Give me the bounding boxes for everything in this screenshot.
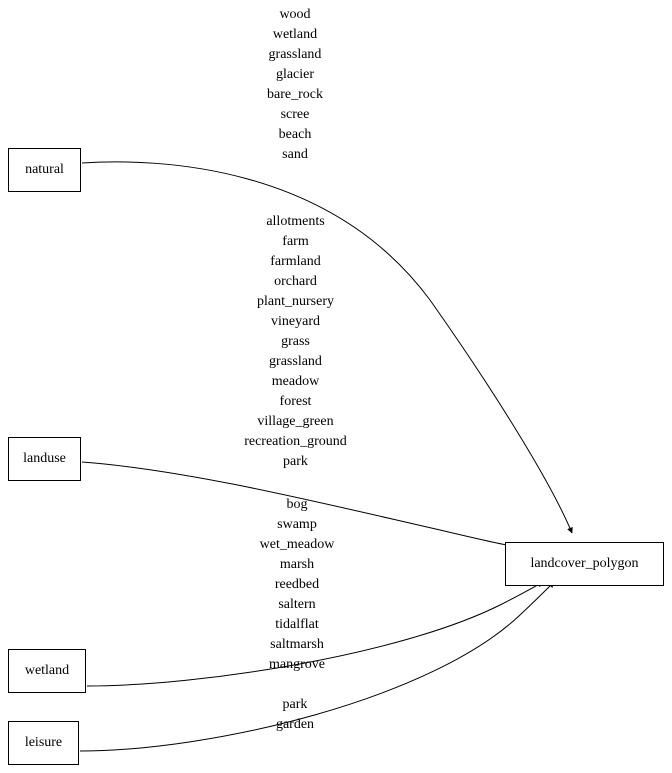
edge-label-value: recreation_ground — [244, 434, 347, 449]
edge-label-value: allotments — [266, 214, 325, 229]
edge-label-value: beach — [278, 127, 312, 142]
edge-label-group-natural-values — [230, 5, 360, 165]
edge-label-group-wetland-values — [222, 495, 372, 675]
edge-label-value: wet_meadow — [259, 537, 335, 552]
node-landcover_polygon[interactable] — [505, 542, 664, 586]
node-label: wetland — [24, 663, 70, 678]
node-wetland[interactable] — [8, 649, 86, 693]
edge-label-value: tidalflat — [275, 617, 319, 632]
edge-label-value: park — [283, 454, 308, 469]
edge-label-value: forest — [279, 394, 312, 409]
edge-label-value: wetland — [272, 27, 318, 42]
node-label: landuse — [23, 451, 66, 466]
edge-label-value: farm — [282, 234, 309, 249]
edge-label-value: bog — [286, 497, 308, 512]
edge-label-value: park — [282, 697, 308, 712]
edge-label-value: vineyard — [271, 314, 320, 329]
edge-label-value: swamp — [277, 517, 317, 532]
node-label: leisure — [24, 735, 63, 750]
edge-label-value: grass — [281, 334, 310, 349]
node-label: natural — [25, 162, 64, 177]
edge-label-value: grassland — [269, 354, 322, 369]
edge-label-value: plant_nursery — [257, 294, 334, 309]
edge-label-value: reedbed — [274, 577, 320, 592]
node-natural[interactable] — [8, 148, 81, 192]
edge-label-value: mangrove — [269, 657, 325, 672]
node-label: landcover_polygon — [530, 556, 639, 571]
node-leisure[interactable] — [8, 721, 79, 765]
edge-label-value: scree — [280, 107, 310, 122]
edge-label-value: wood — [279, 7, 311, 22]
edge-label-value: glacier — [275, 67, 315, 82]
edge-label-group-landuse-values — [213, 212, 378, 472]
edge-label-value: grassland — [268, 47, 322, 62]
edge-label-value: bare_rock — [267, 87, 323, 102]
edge-label-value: farmland — [270, 254, 321, 269]
edge-label-value: marsh — [279, 557, 315, 572]
edge-label-value: saltmarsh — [270, 637, 324, 652]
edge-label-value: village_green — [257, 414, 334, 429]
edge-label-value: saltern — [278, 597, 316, 612]
edge-label-value: meadow — [271, 374, 320, 389]
edge-label-value: orchard — [274, 274, 317, 289]
edge-label-value: garden — [275, 717, 315, 732]
edge-label-group-leisure-values — [240, 695, 350, 735]
edge-label-value: sand — [282, 147, 308, 162]
node-landuse[interactable] — [8, 437, 81, 481]
